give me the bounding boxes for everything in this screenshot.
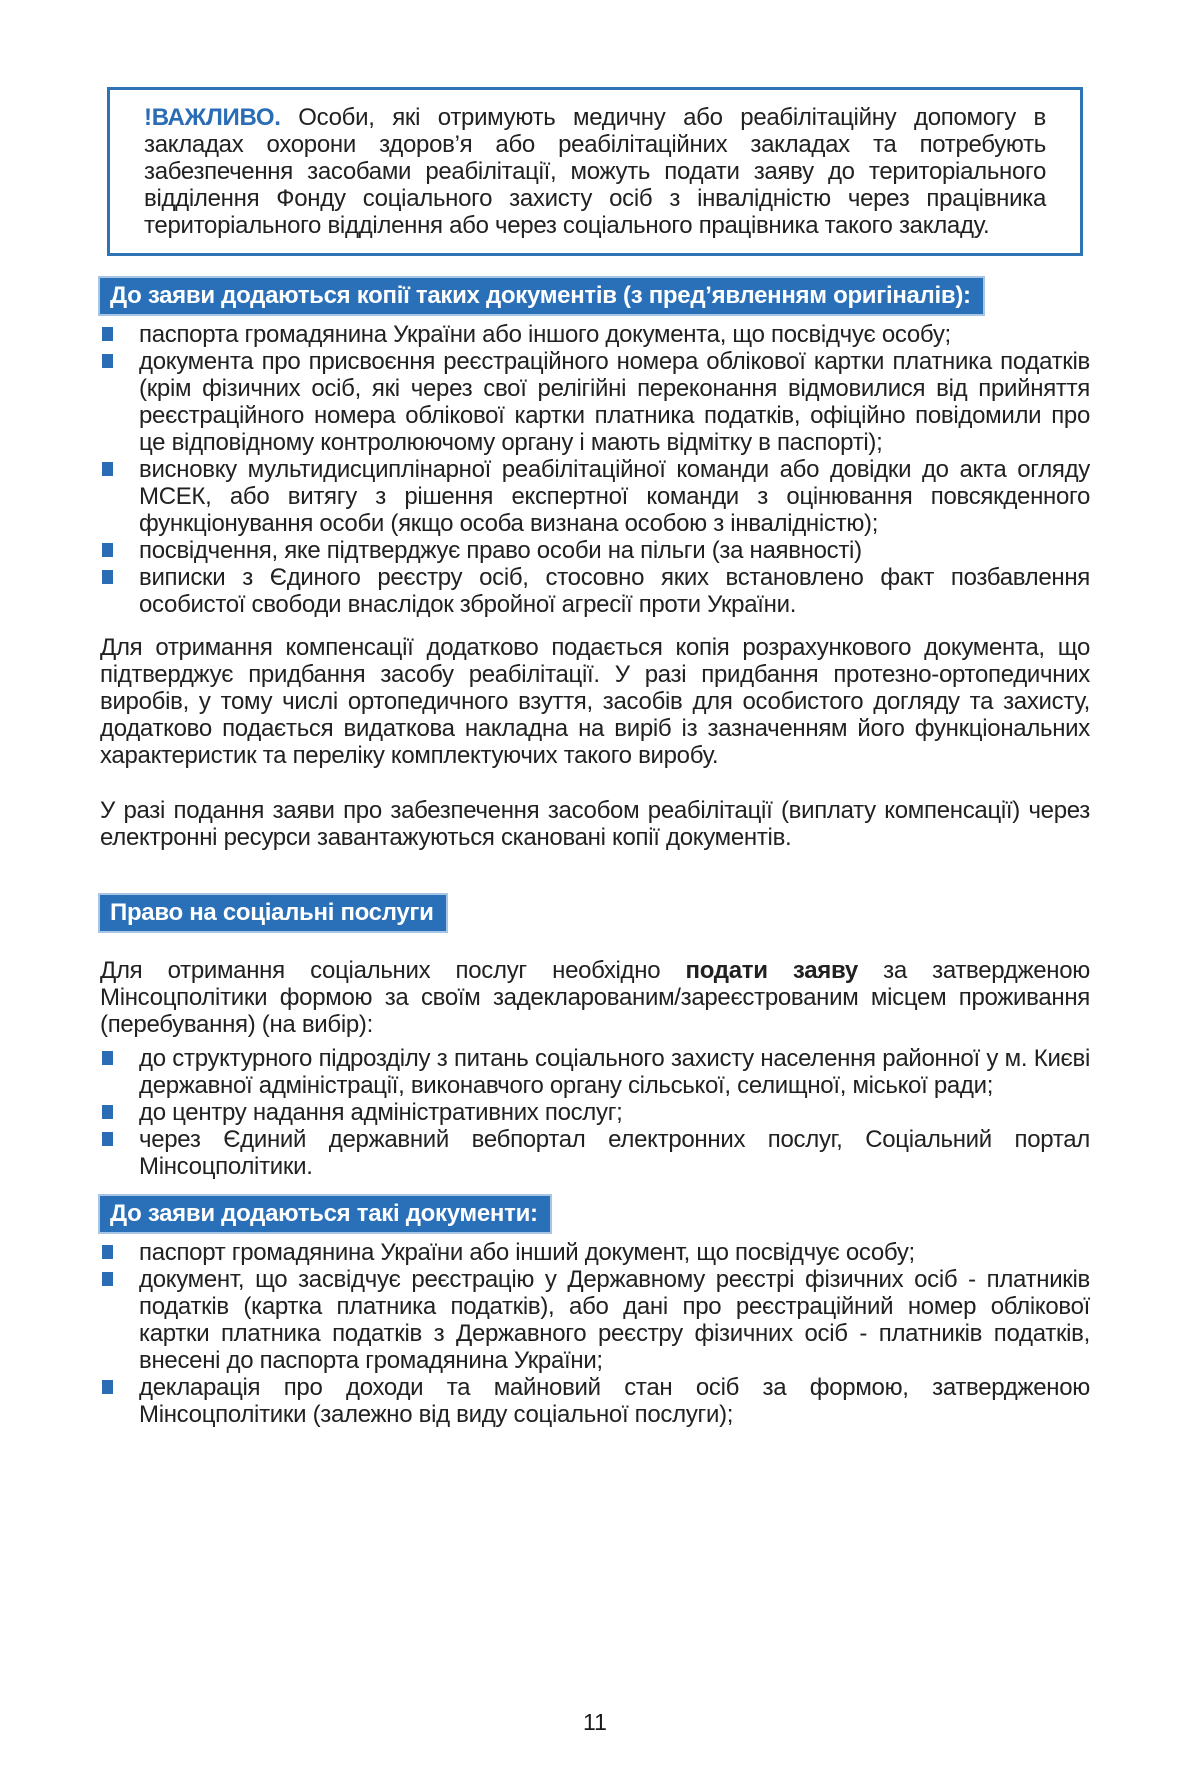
- compensation-paragraph: Для отримання компенсації додатково подається копія розрахункового документа, що підтверджує придбання засобу реабілітації. У разі придбання протезно-ортопедичних виробів, у тому числі ортопедичного взуття, засобів для особистого догляду та захисту, додатково подається видаткова накладна на виріб із зазначенням його функціональних характеристик та переліку комплектуючих такого виробу.: [100, 634, 1090, 769]
- list-item-text: документа про присвоєння реєстраційного номера облікової картки платника податків (крім фізичних осіб, які через свої релігійні переконання відмовилися від прийняття реєстраційного номера облікової картки платника податків, офіційно повідомили про це відповідному контролюючому органу і мають відмітку в паспорті);: [139, 348, 1090, 456]
- intro-prefix: Для отримання соціальних послуг необхідно: [100, 957, 686, 984]
- bullet-square-icon: [102, 1132, 113, 1146]
- list-item: [100, 348, 1090, 456]
- important-label: !ВАЖЛИВО.: [144, 104, 281, 131]
- list-item-text: до структурного підрозділу з питань соціального захисту населення районної у м. Києві державної адміністрації, виконавчого органу сільської, селищної, міської ради;: [139, 1045, 1090, 1099]
- bullet-square-icon: [102, 1105, 113, 1119]
- bullet-square-icon: [102, 354, 113, 368]
- social-services-intro: [100, 957, 1090, 1038]
- page-number: 11: [583, 1709, 607, 1735]
- list-item-text: паспорт громадянина України або інший документ, що посвідчує особу;: [139, 1239, 915, 1266]
- section-heading-social-services: Право на соціальні послуги: [100, 895, 446, 931]
- documents-copies-list: [100, 321, 1090, 618]
- bullet-square-icon: [102, 1272, 113, 1286]
- list-item-text: через Єдиний державний вебпортал електронних послуг, Соціальний портал Мінсоцполітики.: [139, 1126, 1090, 1180]
- list-item: [100, 1266, 1090, 1374]
- list-item: [100, 1126, 1090, 1180]
- social-services-list: [100, 1045, 1090, 1180]
- electronic-submission-paragraph: У разі подання заяви про забезпечення засобом реабілітації (виплату компенсації) через електронні ресурси завантажуються скановані копії документів.: [100, 797, 1090, 851]
- documents-required-list: [100, 1239, 1090, 1428]
- intro-bold: подати заяву: [685, 957, 858, 984]
- list-item: [100, 1099, 1090, 1126]
- list-item-text: посвідчення, яке підтверджує право особи на пільги (за наявності): [139, 537, 862, 564]
- bullet-square-icon: [102, 570, 113, 584]
- bullet-square-icon: [102, 1051, 113, 1065]
- bullet-square-icon: [102, 1245, 113, 1259]
- list-item-text: документ, що засвідчує реєстрацію у Державному реєстрі фізичних осіб - платників податків (картка платника податків), або дані про реєстраційний номер облікової картки платника податків з Державного реєстру фізичних осіб - платників податків, внесені до паспорта громадянина України;: [139, 1266, 1090, 1374]
- list-item-text: виписки з Єдиного реєстру осіб, стосовно яких встановлено факт позбавлення особистої свободи внаслідок збройної агресії проти України.: [139, 564, 1090, 618]
- intro-suffix: за затвердженою Мінсоцполітики формою за своїм задекларованим/зареєстрованим місцем проживання (перебування) (на вибір):: [100, 957, 1090, 1038]
- important-notice-box: [107, 87, 1083, 256]
- important-text: Особи, які отримують медичну або реабілітаційну допомогу в закладах охорони здоров’я або реабілітаційних закладах та потребують забезпечення засобами реабілітації, можуть подати заяву до територіального відділення Фонду соціального захисту осіб з інвалідністю через працівника територіального відділення або через соціального працівника такого закладу.: [144, 104, 1046, 239]
- list-item: [100, 1239, 1090, 1266]
- list-item-text: паспорта громадянина України або іншого документа, що посвідчує особу;: [139, 321, 951, 348]
- bullet-square-icon: [102, 327, 113, 341]
- document-page: [0, 87, 1190, 1428]
- list-item: [100, 537, 1090, 564]
- list-item: [100, 564, 1090, 618]
- bullet-square-icon: [102, 462, 113, 476]
- section-heading-documents-required: До заяви додаються такі документи:: [100, 1196, 550, 1232]
- bullet-square-icon: [102, 543, 113, 557]
- list-item: [100, 1374, 1090, 1428]
- section-heading-documents-copies: До заяви додаються копії таких документів (з пред’явленням оригіналів):: [100, 278, 983, 314]
- bullet-square-icon: [102, 1380, 113, 1394]
- list-item: [100, 321, 1090, 348]
- list-item: [100, 456, 1090, 537]
- list-item-text: до центру надання адміністративних послуг;: [139, 1099, 623, 1126]
- list-item: [100, 1045, 1090, 1099]
- list-item-text: висновку мультидисциплінарної реабілітаційної команди або довідки до акта огляду МСЕК, або витягу з рішення експертної команди з оцінювання повсякденного функціонування особи (якщо особа визнана особою з інвалідністю);: [139, 456, 1090, 537]
- list-item-text: декларація про доходи та майновий стан осіб за формою, затвердженою Мінсоцполітики (залежно від виду соціальної послуги);: [139, 1374, 1090, 1428]
